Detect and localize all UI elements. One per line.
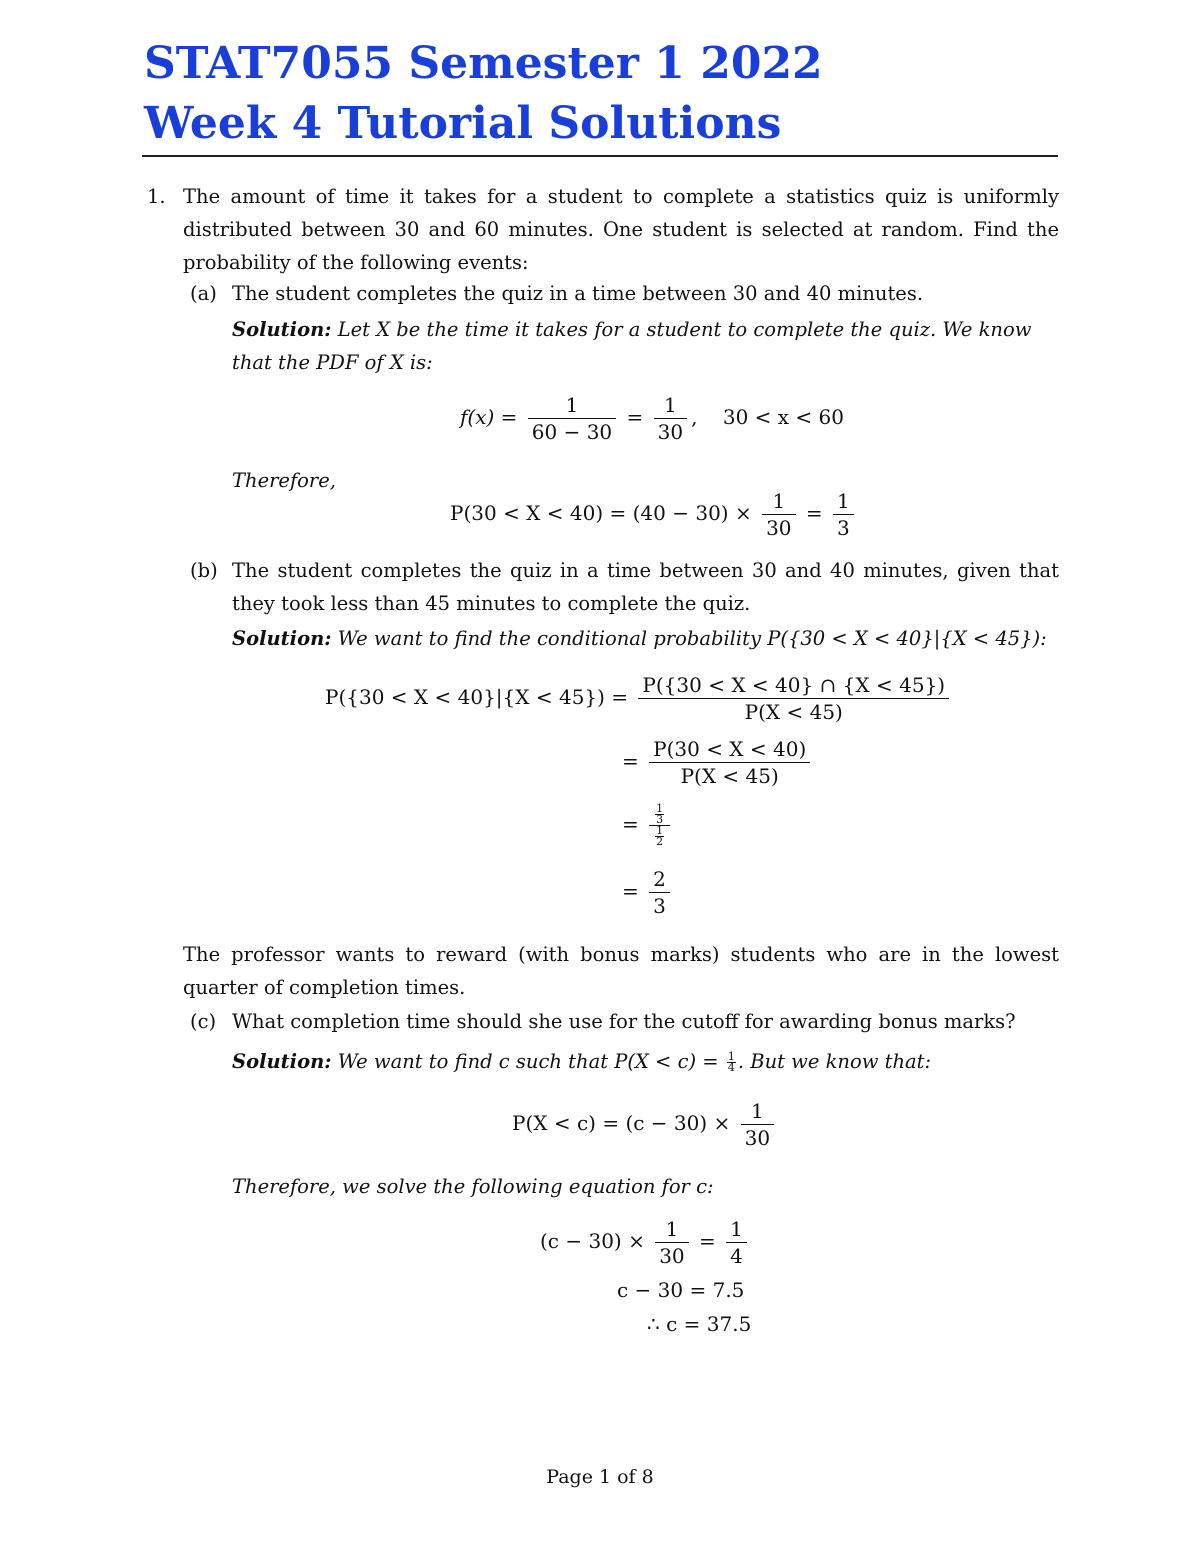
cond-lhs: P({30 < X < 40}|{X < 45}) =: [325, 685, 629, 709]
solve-fraction-1: $\frac{1}{30}$: [655, 1216, 688, 1269]
solve-equation-1: [540, 1216, 751, 1269]
solution-text-a: We want to find c such that P(X < c) =: [337, 1050, 719, 1073]
part-c-solution: [232, 1045, 1072, 1078]
conditional-line-2: [622, 736, 814, 789]
probability-equation-a: [450, 488, 858, 541]
part-b-solution: [232, 622, 1072, 655]
title-rule: [142, 155, 1058, 157]
therefore-a: Therefore,: [232, 469, 336, 492]
prob-lhs: P(30 < X < 40) = (40 − 30) ×: [450, 501, 752, 525]
pdf-equals: =: [626, 405, 644, 429]
pdf-range: , 30 < x < 60: [691, 405, 844, 429]
page-number: Page 1 of 8: [546, 1466, 654, 1488]
solve-lhs: (c − 30) ×: [540, 1229, 645, 1253]
cond-fraction-2: $\frac{P(30 < X < 40)}{P(X < 45)}$: [649, 736, 810, 789]
part-c-text: What completion time should she use for the cutoff for awarding bonus marks?: [232, 1010, 1016, 1033]
title-course: STAT7055 Semester 1 2022: [144, 38, 823, 89]
cond-fraction-1: $\frac{P(\{30 < X < 40\} \cap \{X < 45\})}{P(X < 45)}$: [638, 672, 949, 725]
question-number: 1.: [147, 185, 166, 208]
cond-fraction-4: $\frac{2}{3}$: [649, 866, 670, 919]
conditional-line-3: [622, 804, 674, 847]
prob-fraction-2: $\frac{1}{3}$: [833, 488, 854, 541]
solution-text: We want to find the conditional probability P({30 < X < 40}|{X < 45}):: [337, 627, 1047, 650]
part-a-solution: [232, 313, 1059, 379]
prob-fraction-1: $\frac{1}{30}$: [762, 488, 795, 541]
cdf-lhs: P(X < c) = (c − 30) ×: [512, 1111, 731, 1135]
quarter-fraction: $\frac{1}{4}$: [727, 1050, 735, 1074]
part-c-label: (c): [190, 1010, 217, 1033]
cond-equals-4: =: [622, 879, 639, 903]
pdf-fraction-2: $\frac{1}{30}$: [654, 392, 687, 445]
solution-label: Solution:: [232, 318, 332, 341]
cond-fraction-3: $\frac{\frac{1}{3}}{\frac{1}{2}}$: [649, 804, 670, 847]
interlude-text: The professor wants to reward (with bonus marks) students who are in the lowest quarter of completion times.: [183, 943, 1059, 999]
pdf-lhs: f(x) =: [460, 405, 518, 429]
cdf-fraction: $\frac{1}{30}$: [741, 1098, 774, 1151]
prob-equals: =: [805, 501, 823, 525]
solve-equals: =: [699, 1229, 716, 1253]
solution-text: Let X be the time it takes for a student to complete the quiz. We know that the PDF of X is:: [232, 318, 1032, 374]
cond-equals-2: =: [622, 749, 639, 773]
solve-equation-3: ∴ c = 37.5: [647, 1312, 752, 1336]
cdf-equation: [512, 1098, 778, 1151]
part-a-label: (a): [190, 282, 217, 305]
part-a-text: The student completes the quiz in a time between 30 and 40 minutes.: [232, 282, 924, 305]
solution-label: Solution:: [232, 627, 332, 650]
part-b-label: (b): [190, 559, 218, 582]
cond-equals-3: =: [622, 812, 639, 836]
conditional-line-1: [325, 672, 953, 725]
pdf-equation: [460, 392, 844, 445]
question-text: The amount of time it takes for a student to complete a statistics quiz is uniformly distributed between 30 and 60 minutes. One student is selected at random. Find the probability of the following events:: [183, 185, 1059, 274]
solution-label: Solution:: [232, 1050, 332, 1073]
therefore-c: Therefore, we solve the following equation for c:: [232, 1175, 714, 1198]
solve-equation-2: c − 30 = 7.5: [617, 1278, 745, 1302]
title-week: Week 4 Tutorial Solutions: [144, 98, 782, 149]
pdf-fraction-1: $\frac{1}{60 - 30}$: [528, 392, 616, 445]
solution-text-b: . But we know that:: [737, 1050, 932, 1073]
part-b-text: The student completes the quiz in a time between 30 and 40 minutes, given that they took less than 45 minutes to complete the quiz.: [232, 559, 1059, 615]
solve-fraction-2: $\frac{1}{4}$: [726, 1216, 747, 1269]
conditional-line-4: [622, 866, 674, 919]
